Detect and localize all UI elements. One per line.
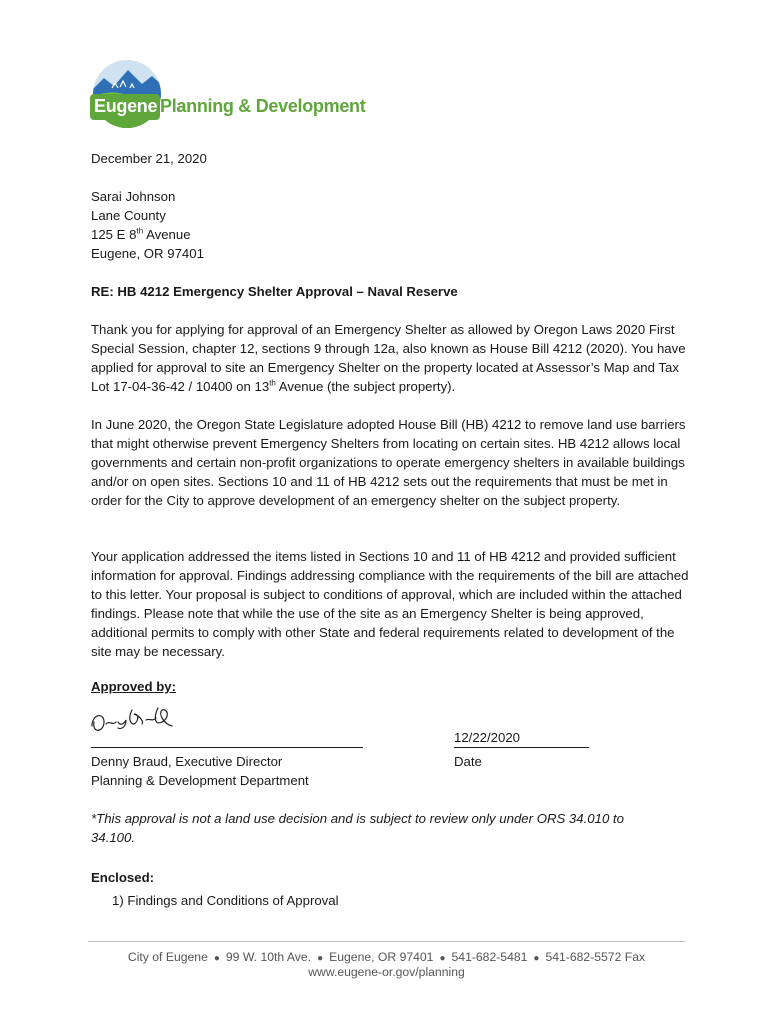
- footer-divider: [88, 941, 685, 942]
- signer-dept: Planning & Development Department: [91, 773, 309, 788]
- recipient-org: Lane County: [91, 208, 166, 223]
- footer-website: www.eugene-or.gov/planning: [308, 965, 465, 979]
- letter-date: December 21, 2020: [91, 151, 207, 166]
- recipient-name: Sarai Johnson: [91, 189, 176, 204]
- date-line: [454, 747, 589, 748]
- logo-dept-text: Planning & Development: [160, 96, 366, 116]
- body-paragraph-2: In June 2020, the Oregon State Legislature adopted House Bill (HB) 4212 to remove land use barriers that might otherwise prevent Emergency Shelters from locating on certain sites. HB 4212 allows local governments and certain non-profit organizations to operate emergency shelters in available buildings and/or on open sites. Sections 10 and 11 of HB 4212 sets out the requirements that must be met in order for the City to approve development of an emergency shelter on the subject property.: [91, 417, 686, 508]
- approved-by-label: Approved by:: [91, 679, 176, 694]
- eugene-logo: [90, 58, 370, 130]
- body-paragraph-3: Your application addressed the items listed in Sections 10 and 11 of HB 4212 and provided sufficient information for approval. Findings addressing compliance with the requirements of the bill are attached to this letter. Your proposal is subject to conditions of approval, which are included within the attached findings. Please note that while the use of the site as an Emergency Shelter is being approved, additional permits to comply with other State and federal requirements related to development of the site may be necessary.: [91, 549, 689, 659]
- enclosed-label: Enclosed:: [91, 870, 155, 885]
- enclosure-item: 1) Findings and Conditions of Approval: [112, 893, 339, 908]
- logo-mark-icon: [90, 58, 170, 130]
- recipient-city: Eugene, OR 97401: [91, 246, 204, 261]
- sign-date: 12/22/2020: [454, 730, 521, 745]
- footer-contact: City of Eugene ● 99 W. 10th Ave. ● Eugene, OR 97401 ● 541-682-5481 ● 541-682-5572 Fax: [127, 950, 646, 964]
- disclaimer-note: *This approval is not a land use decision and is subject to review only under ORS 34.010 to 34.100.: [91, 811, 624, 845]
- logo-town-text: Eugene: [94, 96, 158, 116]
- signer-name: Denny Braud, Executive Director: [91, 754, 283, 769]
- subject-line: RE: HB 4212 Emergency Shelter Approval – Naval Reserve: [91, 284, 458, 299]
- date-label: Date: [454, 754, 482, 769]
- recipient-address: [91, 187, 204, 263]
- signature-image: [88, 702, 174, 742]
- body-paragraph-1: Thank you for applying for approval of an Emergency Shelter as allowed by Oregon Laws 2020 First Special Session, chapter 12, sections 9 through 12a, also known as House Bill 4212 (2020). You have applied for approval to site an Emergency Shelter on the property located at Assessor’s Map and Tax Lot 17-04-36-42 / 10400 on 13th Avenue (the subject property).: [91, 322, 686, 394]
- signature-line: [91, 747, 363, 748]
- signer-block: [91, 752, 309, 790]
- recipient-street: 125 E 8th Avenue: [91, 226, 191, 242]
